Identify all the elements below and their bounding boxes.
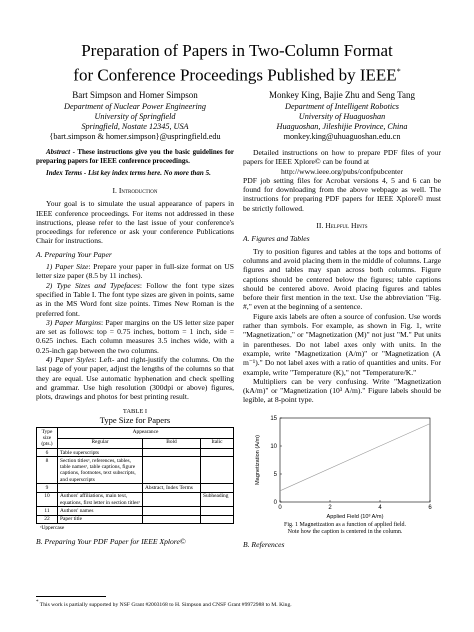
y-tick-label: 10: [270, 444, 277, 450]
author-email: {bart.simpson & homer.simpson}@uspringfield.edu: [49, 132, 221, 141]
y-axis-label: Magnetization (A/m): [255, 434, 261, 486]
table-footnote: ᵃUppercase: [40, 525, 65, 532]
type-size-table: [36, 427, 234, 524]
magnetization-chart: [250, 410, 440, 522]
table-row: 10 Authors' affiliations, main text, equations, first letter in section titlesᵃ Subheading: [37, 492, 234, 507]
subsection-heading-references: B. References: [243, 540, 285, 549]
paragraph-xplore-instructions: Detailed instructions on how to prepare PDF files of your papers for IEEE Xplore© can be found at: [243, 148, 441, 167]
table-header-italic: Italic: [201, 438, 234, 448]
author-univ: University of Huaguoshan: [298, 112, 386, 121]
author-email: monkey.king@uhuaguoshan.edu.cn: [283, 132, 401, 141]
url-link[interactable]: http://www.ieee.org/pubs/confpubcenter: [280, 166, 404, 176]
title-footnote-mark: *: [396, 67, 401, 76]
table-header-appearance: Appearance: [58, 428, 234, 438]
y-tick-label: 5: [273, 472, 277, 478]
paragraph-paper-size: 1) Paper Size: Prepare your paper in full-size format on US letter size paper (8.5 by 11 inches).: [36, 262, 234, 281]
paragraph-paper-margins: 3) Paper Margins: Paper margins on the US letter size paper are set as follows: top = 0.75 inches, bottom = 1 inch, side = 0.625 inches. Each column measures 3.5 inches wide, with a 0.25-inch gap between the two columns.: [36, 317, 235, 355]
abstract-label: Abstract: [46, 148, 71, 156]
y-tick-label: 15: [270, 416, 277, 422]
index-terms-label: Index Terms: [46, 169, 83, 177]
table-row: 11 Authors' names: [37, 507, 234, 515]
paragraph-multipliers: Multipliers can be very confusing. Write "Magnetization (kA/m)" or "Magnetization (10³ A/m)." Figure labels should be legible, at 8-point type.: [243, 376, 441, 405]
paper-title: [20, 40, 454, 86]
subsection-heading-pdf: B. Preparing Your PDF Paper for IEEE Xplore©: [36, 537, 186, 547]
table-row: 6 Table superscripts: [37, 448, 234, 456]
table-header-type-size: Type size (pts.): [37, 428, 58, 449]
table-label: TABLE I: [122, 407, 148, 415]
y-tick-label: 0: [273, 500, 277, 506]
section-heading-helpful-hints: II. Helpful Hints: [316, 221, 368, 231]
title-line-1: Preparation of Papers in Two-Column Format: [81, 41, 393, 60]
paragraph-axis-labels: Figure axis labels are often a source of confusion. Use words rather than symbols. For example, as shown in Fig. 1, write "Magnetization," or "Magnetization (M)" not just "M." Put units in parentheses. Do not label axes only with units. In the example, write "Magnetization (A/m)" or "Magnetization (A m⁻¹)." Do not label axes with a ratio of quantities and units. For example, write "Temperature (K)," not "Temperature/K.": [243, 311, 441, 377]
author-block-2: [243, 90, 441, 142]
author-dept: Department of Nuclear Power Engineering: [64, 102, 206, 111]
footnote-rule: [36, 596, 106, 597]
x-axis-label: Applied Field (10³ A/m): [326, 514, 384, 520]
paragraph-pdf-job-settings: PDF job setting files for Acrobat versions 4, 5 and 6 can be found for downloading from the above webpage as well. The instructions for preparing PDF papers for IEEE Xplore© must be strictly followed.: [243, 175, 441, 213]
figure-caption: Fig. 1 Magnetization as a function of applied field. Note how the caption is centered in the column.: [284, 522, 406, 535]
table-caption: Type Size for Papers: [99, 414, 171, 425]
right-column-tail: [243, 536, 441, 552]
table-row: 22 Paper title: [37, 515, 234, 523]
index-terms: Index Terms - List key index terms here. No more than 5.: [46, 169, 211, 177]
author-city: Huaguoshan, Jileshijie Province, China: [276, 122, 408, 131]
author-names: Bart Simpson and Homer Simpson: [72, 90, 198, 100]
paragraph-paper-styles: 4) Paper Styles: Left- and right-justify the columns. On the last page of your paper, adjust the lengths of the columns so that they are equal. Use automatic hyphenation and check spelling and grammar. Use high resolution (300dpi or above) figures, plots, drawings and photos for best printing result.: [36, 355, 234, 402]
subsection-heading-preparing-paper: A. Preparing Your Paper: [36, 249, 112, 259]
table-header-row: [37, 428, 234, 438]
table-header-bold: Bold: [143, 438, 201, 448]
table-header-regular: Regular: [58, 438, 143, 448]
title-line-2: for Conference Proceedings Published by IEEE*: [73, 65, 401, 85]
abstract: Abstract - These instructions give you the basic guidelines for preparing papers for IEEE conference proceedings.: [36, 148, 234, 165]
x-tick-label: 6: [428, 505, 432, 511]
right-column: [243, 148, 441, 405]
author-city: Springfield, Nostate 12345, USA: [81, 122, 189, 131]
table-row: 9 Abstract, Index Terms: [37, 484, 234, 492]
paragraph-type-sizes: 2) Type Sizes and Typefaces: Follow the font type sizes specified in Table I. The font type sizes are given in points, same as in the MS Word font size points. Times New Roman is the preferred font.: [36, 280, 234, 318]
intro-paragraph: Your goal is to simulate the usual appearance of papers in IEEE conference proceedings. For items not addressed in these instructions, please refer to the last issue of your conference's proceedings for reference or ask your conference Publications Chair for instructions.: [36, 199, 234, 246]
table-subheader-row: [37, 438, 234, 448]
x-tick-label: 0: [278, 505, 282, 511]
section-heading-introduction: I. Introduction: [112, 186, 158, 195]
table-row: 8 Section titlesᵃ, references, tables, table namesᵃ, table captions, figure captions, footnotes, text subscripts, and superscripts: [37, 457, 234, 484]
x-tick-label: 4: [378, 505, 382, 511]
author-dept: Department of Intelligent Robotics: [285, 102, 399, 111]
author-names: Monkey King, Bajie Zhu and Seng Tang: [269, 90, 415, 100]
plot-frame: [280, 418, 430, 502]
subsection-heading-figures-tables: A. Figures and Tables: [243, 234, 310, 244]
footnote: * This work is partially supported by NSF Grant #2003168 to H. Simpson and CNSF Grant #9972988 to M. King.: [36, 600, 292, 608]
paragraph-figures-tables: Try to position figures and tables at the tops and bottoms of columns and avoid placing them in the middle of columns. Large figures and tables may span across both columns. Figure captions should be centered below the figures; table captions should be centered above. Avoid placing figures and tables before their first mention in the text. Use the abbreviation "Fig. #," even at the beginning of a sentence.: [243, 246, 441, 312]
left-column: [36, 148, 234, 550]
series-line: [280, 424, 430, 491]
author-univ: University of Springfield: [94, 112, 176, 121]
author-block-1: [36, 90, 234, 142]
x-tick-label: 2: [328, 505, 332, 511]
